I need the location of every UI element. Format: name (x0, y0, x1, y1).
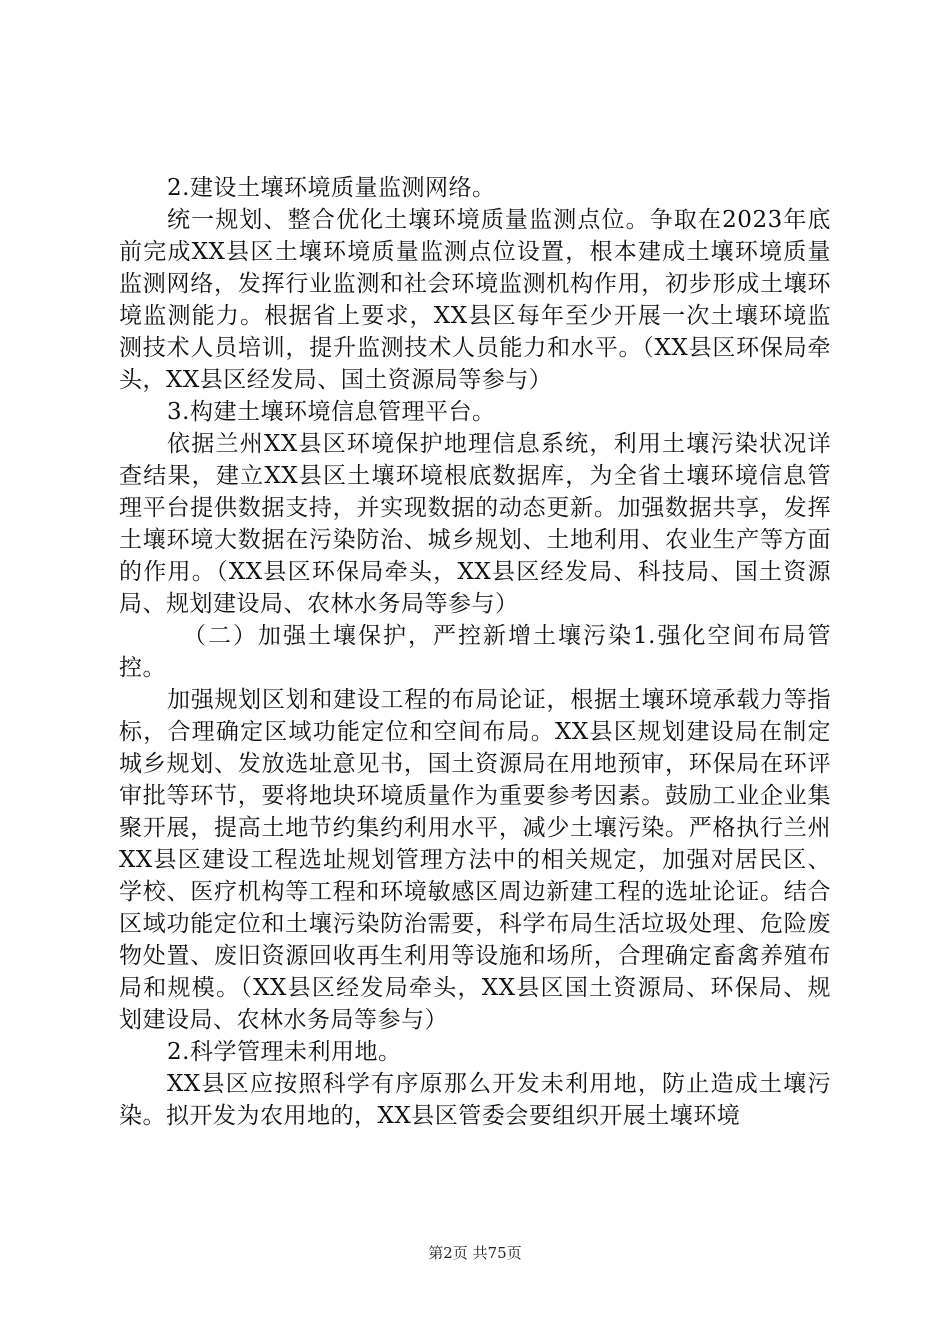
paragraph-unused-land: XX县区应按照科学有序原那么开发未利用地，防止造成土壤污染。拟开发为农用地的，XX县区管委会要组织开展土壤环境 (119, 1071, 831, 1129)
paragraph-monitoring-network: 统一规划、整合优化土壤环境质量监测点位。争取在2023年底前完成XX县区土壤环境质量监测点位设置，根本建成土壤环境质量监测网络，发挥行业监测和社会环境监测机构作用，初步形成土壤环境监测能力。根据省上要求，XX县区每年至少开展一次土壤环境监测技术人员培训，提升监测技术人员能力和水平。（XX县区环保局牵头，XX县区经发局、国土资源局等参与） (119, 207, 831, 393)
heading-unused-land: 2.科学管理未利用地。 (167, 1039, 402, 1065)
paragraph-spatial-layout: 加强规划区划和建设工程的布局论证，根据土壤环境承载力等指标，合理确定区域功能定位和空间布局。XX县区规划建设局在制定城乡规划、发放选址意见书，国土资源局在用地预审，环保局在环评审批等环节，要将地块环境质量作为重要参考因素。鼓励工业企业集聚开展，提高土地节约集约利用水平，减少土壤污染。严格执行兰州XX县区建设工程选址规划管理方法中的相关规定，加强对居民区、学校、医疗机构等工程和环境敏感区周边新建工程的选址论证。结合区域功能定位和土壤污染防治需要，科学布局生活垃圾处理、危险废物处置、废旧资源回收再生利用等设施和场所，合理确定畜禽养殖布局和规模。（XX县区经发局牵头，XX县区国土资源局、环保局、规划建设局、农林水务局等参与） (119, 687, 831, 1033)
section-heading-soil-protection: （二）加强土壤保护，严控新增土壤污染1.强化空间布局管控。 (119, 623, 831, 681)
document-body (119, 172, 831, 1132)
paragraph-info-platform: 依据兰州XX县区环境保护地理信息系统，利用土壤污染状况详查结果，建立XX县区土壤环境根底数据库，为全省土壤环境信息管理平台提供数据支持，并实现数据的动态更新。加强数据共享，发挥土壤环境大数据在污染防治、城乡规划、土地利用、农业生产等方面的作用。（XX县区环保局牵头，XX县区经发局、科技局、国土资源局、规划建设局、农林水务局等参与） (119, 431, 831, 617)
heading-info-platform: 3.构建土壤环境信息管理平台。 (167, 399, 496, 425)
page-footer (0, 1243, 950, 1263)
heading-monitoring-network: 2.建设土壤环境质量监测网络。 (167, 175, 496, 201)
page-number: 第2页 共75页 (428, 1244, 522, 1262)
